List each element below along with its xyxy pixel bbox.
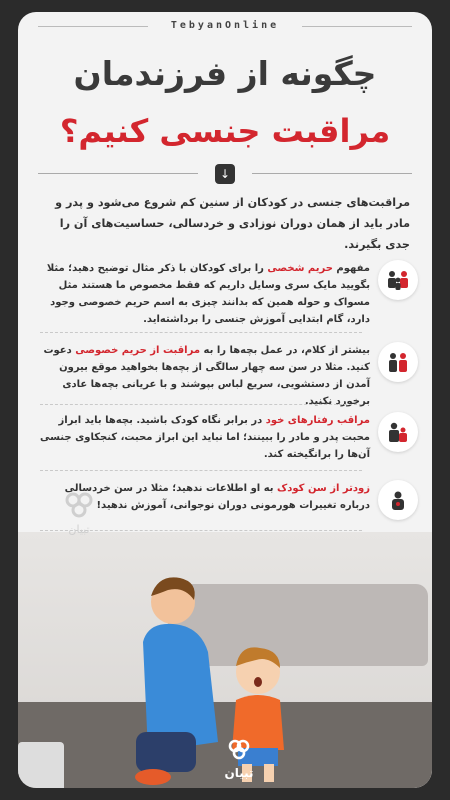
infographic-card [18, 12, 432, 788]
watermark-text: تبیان [68, 523, 90, 536]
plant-pot-illustration [18, 742, 64, 788]
separator [40, 332, 362, 333]
watermark [44, 490, 114, 550]
tebyan-logo-icon [226, 738, 252, 760]
tip-text-3: مراقب رفتارهای خود در برابر نگاه کودک باشید. بچه‌ها باید ابراز محبت پدر و مادر را ببینند؛ اما نباید این ابراز محبت، کنجکاوی جنسی آن‌ها را برانگیخته کند. [40, 415, 370, 460]
tip-text-1: مفهوم حریم شخصی را برای کودکان با ذکر مثال توضیح دهید؛ مثلا بگویید مایک سری وسایل داریم که فقط مخصوص ما هستند مثل مسواک و حوله همین که بدانند چیزی به اسم حریم خصوصی وجود دارد، گام ابتدایی آموزش جنسی را برداشته‌اید. [46, 263, 370, 325]
watermark-logo-icon [59, 490, 99, 520]
brand-line-right [302, 26, 412, 27]
footer-logo [216, 738, 262, 782]
brand-name: TebyanOnline [170, 20, 280, 31]
divider-right [252, 173, 412, 174]
separator [40, 470, 362, 471]
tip-highlight-3: مراقب رفتارهای خود [265, 415, 370, 426]
tip-text-2: بیشتر از کلام، در عمل بچه‌ها را به مراقبت از حریم خصوصی دعوت کنید. مثلا در سن سه چهار سالگی از بچه‌ها بخواهید موقع بیرون آمدن از دستشویی، سریع لباس بپوشند و با عریانی بچه‌ها عادی برخورد نکنید. [43, 345, 370, 407]
family-icon [378, 260, 418, 300]
tip-item-3 [40, 412, 418, 463]
tip-highlight-1: حریم شخصی [267, 263, 333, 274]
divider-left [38, 173, 198, 174]
title-line-2: مراقبت جنسی کنیم؟ [59, 112, 391, 150]
child-icon [378, 480, 418, 520]
caregiver-icon [378, 412, 418, 452]
tip-item-2 [40, 342, 418, 410]
tip-highlight-4: زودتر از سن کودک [277, 483, 370, 494]
separator [40, 404, 362, 405]
parents-icon [378, 342, 418, 382]
footer-logo-text: تبیان [224, 766, 254, 780]
arrow-down-icon: ↓ [215, 164, 235, 184]
title-line-1: چگونه از فرزندمان [73, 54, 377, 93]
tip-highlight-2: مراقبت از حریم خصوصی [75, 345, 201, 356]
intro-text: مراقبت‌های جنسی در کودکان از سنین کم شروع می‌شود و پدر و مادر باید از همان دوران نوزادی و خردسالی، حساسیت‌های آن را جدی بگیرند. [55, 196, 410, 251]
tip-text-4: زودتر از سن کودک به او اطلاعات ندهید؛ مثلا در سن خردسالی درباره تغییرات هورمونی دوران نوجوانی، آموزش ندهید! [64, 483, 370, 511]
tip-item-1 [40, 260, 418, 328]
